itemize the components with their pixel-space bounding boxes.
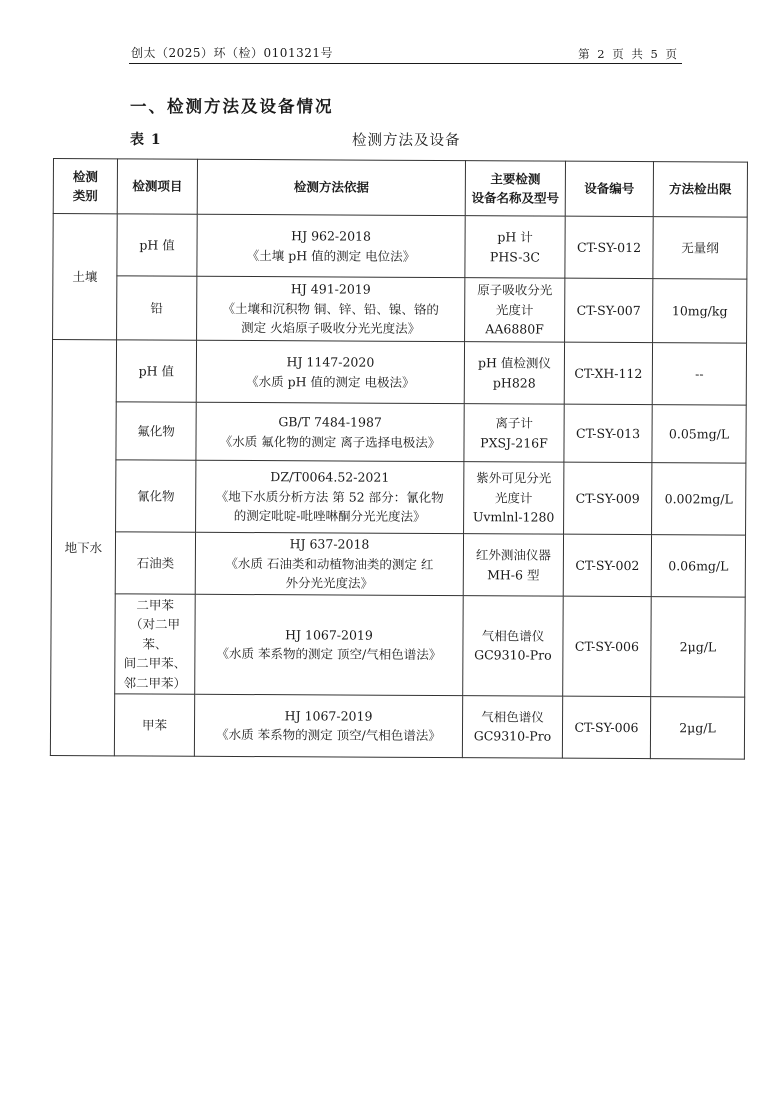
method-cell-line: HJ 1067-2019 — [284, 708, 373, 724]
item-cell-line: 邻二甲苯） — [123, 674, 187, 691]
item-cell — [115, 532, 195, 594]
device-no-cell: CT-SY-007 — [565, 278, 653, 342]
equipment-cell-line: 光度计 — [494, 490, 533, 506]
method-cell-line: 《水质 石油类和动植物油类的测定 红 — [225, 555, 434, 572]
equipment-cell-line: MH-6 型 — [487, 566, 540, 583]
equipment-cell-line: 气相色谱仪 — [481, 628, 545, 644]
table-row — [52, 340, 746, 406]
equipment-cell-line: GC9310-Pro — [473, 728, 552, 744]
method-cell — [196, 340, 464, 403]
item-cell-line: 石油类 — [136, 555, 175, 571]
method-cell — [195, 594, 464, 695]
category-cell: 地下水 — [50, 340, 116, 756]
equipment-cell-line: GC9310-Pro — [474, 647, 552, 664]
method-cell — [197, 214, 465, 277]
device-no-cell: CT-SY-009 — [564, 462, 652, 534]
limit-cell: 无量纲 — [653, 217, 747, 279]
method-cell — [195, 532, 463, 595]
equipment-cell-line: AA6880F — [485, 321, 544, 337]
equipment-cell-line: pH 计 — [497, 229, 533, 245]
method-cell — [197, 276, 465, 341]
item-cell-line: 二甲苯 — [136, 597, 174, 613]
limit-cell: 0.06mg/L — [651, 535, 745, 597]
device-no-cell: CT-SY-012 — [565, 216, 653, 278]
item-cell-line: 铅 — [150, 300, 164, 316]
equipment-cell-line: 离子计 — [495, 415, 533, 431]
equipment-cell-line: PXSJ-216F — [480, 434, 548, 451]
equipment-cell-line: pH828 — [492, 374, 536, 391]
method-cell-line: HJ 1147-2020 — [286, 354, 375, 370]
method-cell-line: HJ 637-2018 — [289, 536, 370, 553]
header-device-no: 设备编号 — [565, 161, 653, 216]
method-cell-line: 的测定吡啶-吡唑啉酮分光光度法》 — [233, 508, 426, 525]
item-cell — [116, 340, 196, 402]
table-row — [51, 531, 745, 597]
limit-cell: 0.05mg/L — [652, 405, 746, 463]
method-cell-line: 《水质 苯系物的测定 顶空/气相色谱法》 — [216, 646, 442, 663]
equipment-cell-line: 红外测油仪器 — [475, 547, 551, 563]
section-title: 一、检测方法及设备情况 — [130, 97, 334, 116]
table-row — [50, 693, 744, 759]
method-cell-line: HJ 1067-2019 — [285, 627, 373, 643]
header-rule — [129, 63, 682, 64]
category-cell: 土壤 — [53, 214, 118, 340]
item-cell-line: 氰化物 — [136, 488, 175, 504]
method-cell — [196, 460, 464, 533]
limit-cell: 2μg/L — [650, 697, 744, 759]
table-row — [53, 276, 747, 344]
method-cell-line: 《土壤和沉积物 铜、锌、铅、镍、铬的 — [222, 300, 439, 317]
equipment-cell-line: 气相色谱仪 — [481, 709, 544, 725]
table-row — [52, 401, 746, 463]
table-header-row — [53, 159, 747, 218]
method-cell-line: 《水质 pH 值的测定 电极法》 — [246, 373, 415, 390]
device-no-cell: CT-XH-112 — [564, 342, 652, 404]
table-row — [52, 459, 746, 535]
item-cell — [115, 594, 196, 694]
item-cell-line: pH 值 — [139, 237, 175, 253]
item-cell-line: pH 值 — [138, 363, 175, 379]
table-row — [51, 593, 746, 697]
item-cell — [116, 460, 196, 532]
device-no-cell: CT-SY-002 — [563, 534, 651, 596]
method-cell — [194, 694, 462, 757]
header-limit: 方法检出限 — [653, 162, 747, 217]
item-cell-line: 甲苯 — [141, 717, 168, 733]
equipment-cell — [465, 216, 565, 279]
header-item: 检测项目 — [117, 159, 197, 214]
methods-equipment-table — [50, 158, 748, 760]
equipment-cell-line: pH 值检测仪 — [477, 355, 551, 371]
device-no-cell: CT-SY-006 — [563, 596, 652, 696]
method-cell-line: 外分光光度法》 — [285, 575, 374, 591]
equipment-cell — [462, 696, 562, 759]
equipment-cell — [463, 596, 564, 696]
header-equipment: 主要检测 设备名称及型号 — [465, 161, 565, 217]
equipment-cell — [465, 278, 565, 343]
equipment-cell-line: 紫外可见分光 — [476, 470, 552, 487]
table-label: 表 1 — [130, 132, 162, 148]
method-cell-line: 《水质 苯系物的测定 顶空/气相色谱法》 — [216, 727, 441, 744]
limit-cell: -- — [652, 343, 746, 405]
item-cell — [117, 276, 197, 340]
item-cell-line: （对二甲苯、 — [130, 616, 181, 652]
limit-cell: 0.002mg/L — [652, 463, 746, 535]
limit-cell: 10mg/kg — [653, 279, 747, 343]
equipment-cell-line: PHS-3C — [489, 248, 541, 265]
equipment-cell — [463, 534, 563, 597]
method-cell-line: 《水质 氟化物的测定 离子选择电极法》 — [219, 433, 441, 450]
equipment-cell-line: Uvmlnl-1280 — [472, 509, 555, 525]
method-cell-line: GB/T 7484-1987 — [278, 414, 382, 430]
method-cell-line: HJ 491-2019 — [290, 281, 371, 298]
report-number: 创太（2025）环（检）0101321号 — [131, 46, 333, 60]
equipment-cell — [464, 462, 564, 535]
equipment-cell — [464, 404, 564, 463]
item-cell-line: 氟化物 — [137, 423, 175, 439]
limit-cell: 2μg/L — [651, 597, 746, 697]
item-cell — [117, 214, 197, 276]
page-indicator: 第 2 页 共 5 页 — [578, 47, 679, 61]
device-no-cell: CT-SY-013 — [564, 404, 652, 462]
item-cell-line: 间二甲苯、 — [123, 655, 187, 671]
header-category: 检测 类别 — [53, 159, 117, 214]
item-cell — [114, 694, 194, 756]
table-body — [50, 214, 747, 760]
header-method: 检测方法依据 — [197, 159, 465, 215]
method-cell-line: 测定 火焰原子吸收分光光度法》 — [241, 320, 421, 337]
method-cell-line: DZ/T0064.52-2021 — [270, 469, 390, 486]
device-no-cell: CT-SY-006 — [562, 696, 650, 758]
method-cell-line: 《土壤 pH 值的测定 电位法》 — [246, 247, 416, 264]
table-row — [53, 214, 747, 280]
method-cell — [196, 402, 464, 461]
method-cell-line: 《地下水质分析方法 第 52 部分：氰化物 — [215, 488, 444, 505]
table-caption: 检测方法及设备 — [352, 133, 461, 149]
method-cell-line: HJ 962-2018 — [291, 228, 372, 244]
equipment-cell-line: 光度计 — [495, 302, 534, 318]
item-cell — [116, 402, 196, 460]
equipment-cell-line: 原子吸收分光 — [477, 282, 553, 299]
equipment-cell — [464, 342, 564, 405]
